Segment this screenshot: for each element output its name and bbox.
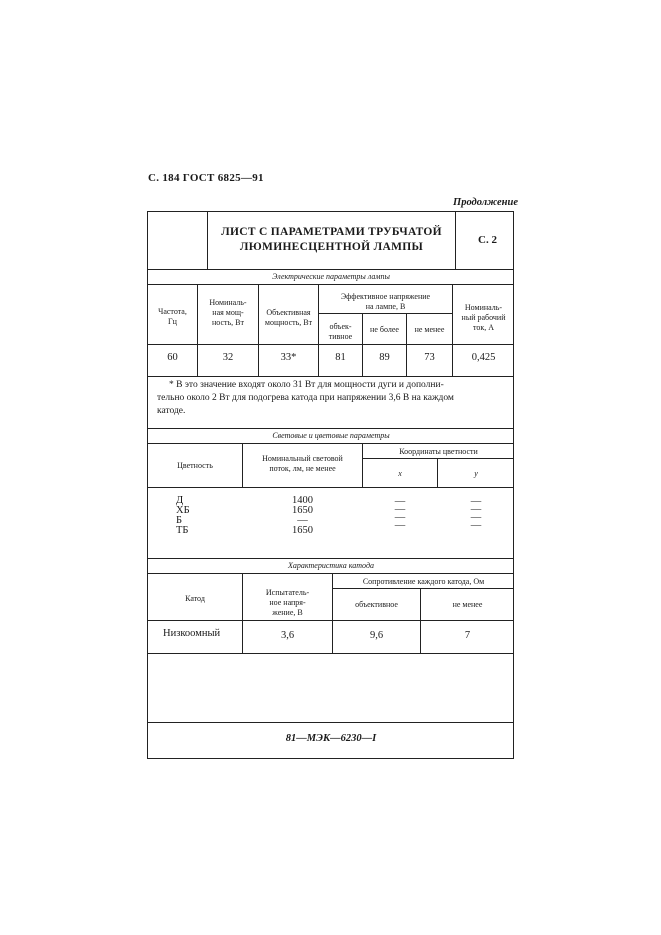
- header-voltage-group: [319, 292, 452, 312]
- sheet-page-label: С. 2: [478, 234, 497, 246]
- light-section-title: Световые и цветовые параметры: [272, 431, 390, 440]
- voltage-group-rule: [318, 313, 452, 314]
- x-b: —: [394, 512, 406, 523]
- header-frequency-line2: Гц: [168, 317, 177, 326]
- header-nominal-power-line1: Номиналь-: [209, 298, 247, 307]
- x-tb: —: [394, 520, 406, 531]
- title-right-divider: [455, 212, 456, 270]
- y-hb: —: [470, 504, 482, 515]
- header-flux-line1: Номинальный световой: [262, 454, 343, 463]
- header-flux-line2: поток, лм, не менее: [269, 464, 336, 473]
- flux-b: —: [297, 515, 308, 526]
- cell-voltage-max: 89: [379, 352, 390, 363]
- header-voltage-objective-line2: тивное: [328, 332, 353, 341]
- header-current-line3: ток, А: [472, 323, 495, 332]
- electrical-header-top-rule: [148, 284, 514, 285]
- electrical-section-title: Электрические параметры лампы: [272, 272, 390, 281]
- header-voltage-objective-line1: объек-: [329, 322, 352, 331]
- flux-list: [243, 496, 362, 536]
- cathode-section-title: Характеристика катода: [288, 561, 374, 570]
- footnote-line1: * В это значение входят около 31 Вт для мощности дуги и дополни-: [169, 380, 444, 390]
- color-b: Б: [176, 515, 183, 526]
- header-effective-power-line2: мощность, Вт: [264, 318, 313, 327]
- y-d: —: [470, 496, 482, 507]
- x-list: [363, 498, 437, 530]
- title-bottom-rule: [148, 269, 514, 270]
- cell-nominal-power: 32: [222, 352, 234, 363]
- color-hb: ХБ: [176, 505, 190, 516]
- electrical-bottom-rule: [148, 376, 514, 377]
- header-resistance-objective: объективное: [355, 600, 398, 609]
- header-nominal-power-line3: ность, Вт: [211, 318, 244, 327]
- y-list: [438, 498, 514, 530]
- cell-voltage-objective: 81: [335, 352, 346, 363]
- footnote-line2: тельно около 2 Вт для подогрева катода при напряжении 3,6 В на каждом: [157, 393, 454, 403]
- continuation-label: Продолжение: [453, 197, 518, 208]
- cathode-header-top-rule: [148, 573, 514, 574]
- cell-effective-power: 33*: [280, 352, 297, 363]
- cathode-top-rule: [148, 558, 514, 559]
- cell-test-voltage: 3,6: [280, 630, 295, 641]
- cathode-col-div-3: [420, 589, 421, 653]
- cell-voltage-min: 73: [424, 352, 435, 363]
- header-resistance-min: не менее: [452, 600, 483, 609]
- elec-col-div-5: [406, 314, 407, 376]
- cell-cathode: Низкоомный: [163, 628, 221, 639]
- cell-current: 0,425: [471, 352, 496, 363]
- header-current: [453, 303, 514, 333]
- cathode-bottom-rule: [148, 653, 514, 654]
- header-test-voltage-line2: ное напря-: [269, 598, 306, 607]
- footer-rule: [148, 722, 514, 723]
- y-b: —: [470, 512, 482, 523]
- header-voltage-group-line1: Эффективное напряжение: [340, 292, 431, 301]
- header-resistance-group: Сопротивление каждого катода, Ом: [362, 577, 485, 586]
- light-top-rule: [148, 428, 514, 429]
- header-voltage-max: не более: [370, 325, 399, 334]
- header-voltage-objective: [319, 322, 362, 342]
- flux-tb: 1650: [292, 525, 313, 536]
- header-coords: Координаты цветности: [399, 447, 478, 456]
- header-test-voltage-line1: Испытатель-: [265, 588, 310, 597]
- electrical-footnote: [157, 379, 511, 418]
- x-hb: —: [394, 504, 406, 515]
- sheet-title: [208, 225, 455, 255]
- sheet-title-line1: ЛИСТ С ПАРАМЕТРАМИ ТРУБЧАТОЙ: [221, 226, 442, 238]
- header-frequency: [148, 307, 197, 327]
- header-test-voltage: [243, 588, 332, 618]
- light-header-bottom-rule: [148, 487, 514, 488]
- sheet-title-line2: ЛЮМИНЕСЦЕНТНОЙ ЛАМПЫ: [239, 241, 424, 253]
- header-x: x: [398, 469, 402, 478]
- resistance-group-rule: [332, 588, 514, 589]
- cathode-header-bottom-rule: [148, 620, 514, 621]
- page-header: С. 184 ГОСТ 6825—91: [148, 172, 264, 184]
- header-current-line2: ный рабочий: [461, 313, 506, 322]
- color-d: Д: [176, 495, 184, 506]
- header-nominal-power-line2: ная мощ-: [212, 308, 244, 317]
- cell-resistance-min: 7: [464, 630, 471, 641]
- header-voltage-min: не менее: [414, 325, 445, 334]
- header-color: Цветность: [177, 461, 213, 470]
- header-cathode: Катод: [185, 594, 205, 603]
- header-frequency-line1: Частота,: [158, 307, 187, 316]
- header-y: y: [474, 469, 478, 478]
- header-effective-power-line1: Объективная: [266, 308, 311, 317]
- header-test-voltage-line3: жение, В: [272, 608, 303, 617]
- cell-resistance-objective: 9,6: [369, 630, 384, 641]
- electrical-header-bottom-rule: [148, 344, 514, 345]
- header-effective-power: [259, 308, 318, 328]
- color-list: [176, 496, 196, 536]
- footnote-line3: катоде.: [157, 406, 186, 416]
- header-current-line1: Номиналь-: [464, 303, 503, 312]
- header-flux: [243, 454, 362, 474]
- y-tb: —: [470, 520, 482, 531]
- cell-frequency: 60: [167, 352, 178, 363]
- elec-col-div-4: [362, 314, 363, 376]
- sheet-footer: 81—МЭК—6230—I: [285, 733, 377, 744]
- x-d: —: [394, 496, 406, 507]
- header-nominal-power: [198, 298, 258, 328]
- light-header-top-rule: [148, 443, 514, 444]
- header-voltage-group-line2: на лампе, В: [365, 302, 406, 311]
- flux-d: 1400: [292, 495, 313, 506]
- color-tb: ТБ: [176, 525, 189, 536]
- flux-hb: 1650: [292, 505, 313, 516]
- light-coords-rule: [362, 458, 514, 459]
